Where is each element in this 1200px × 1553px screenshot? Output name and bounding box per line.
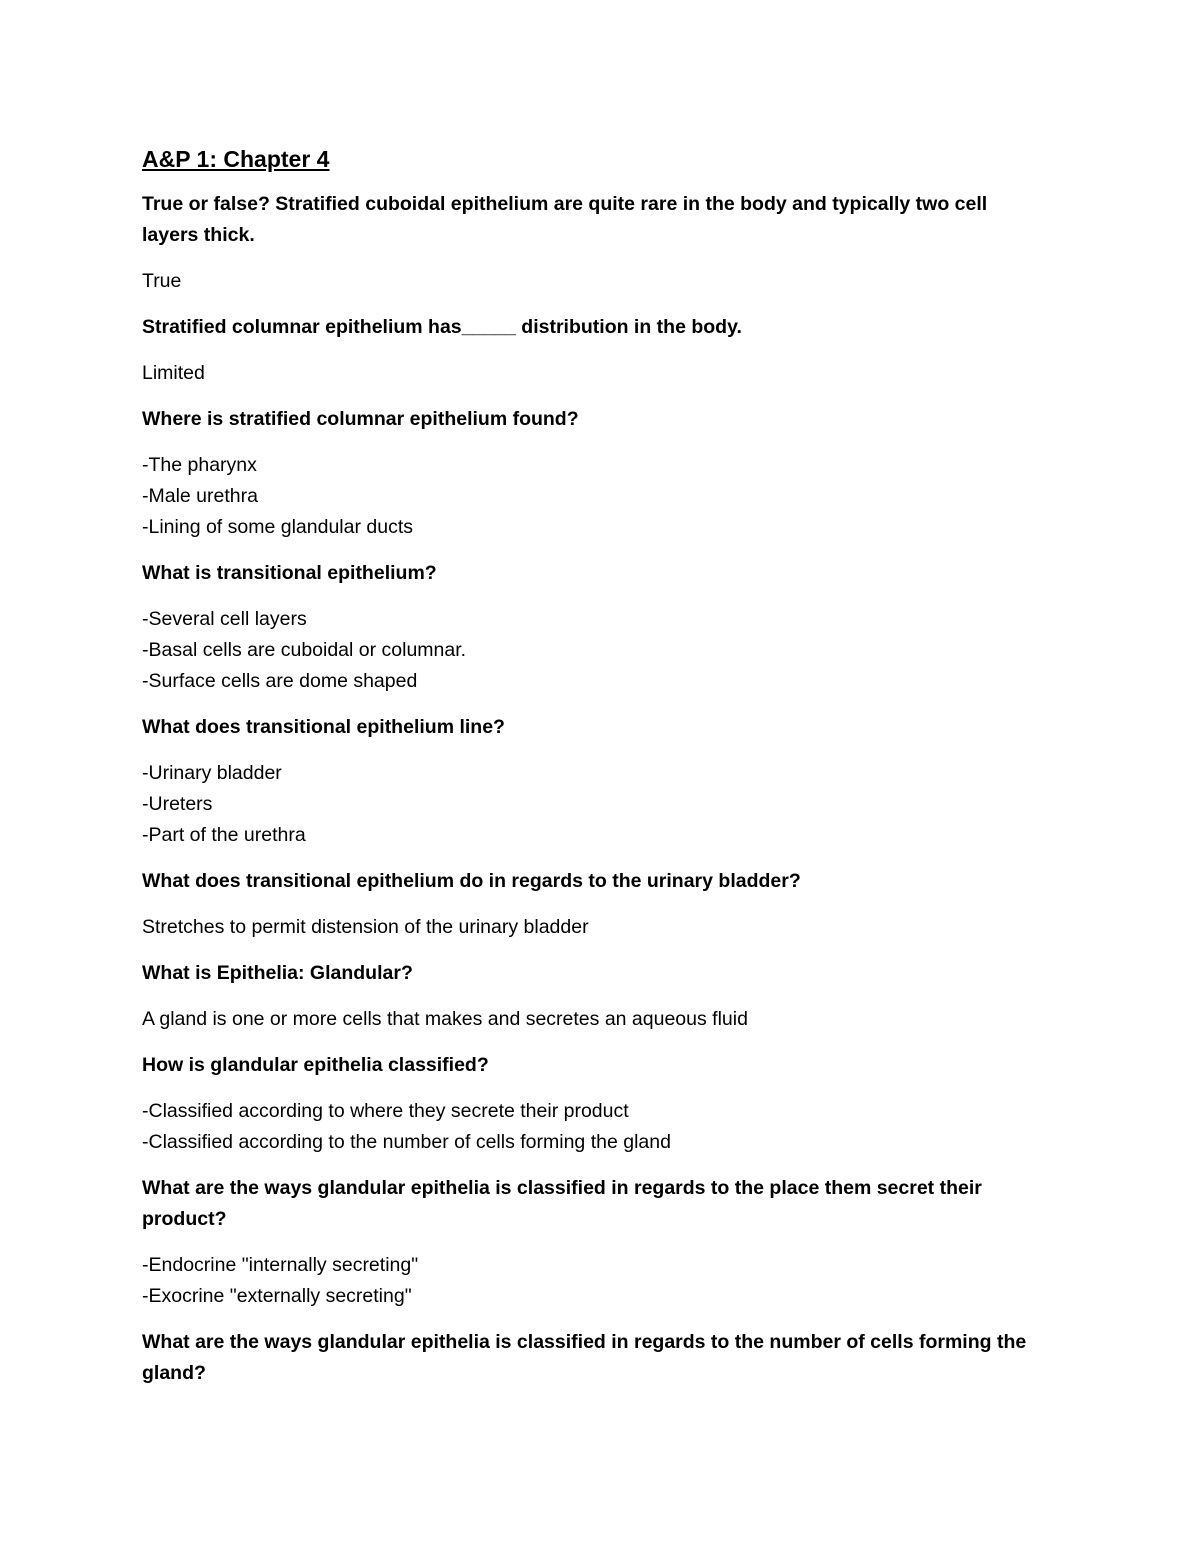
qa-block-10	[142, 1327, 1042, 1389]
qa-block-8	[142, 1050, 1042, 1158]
qa-block-2	[142, 312, 1042, 389]
answer-line: -Classified according to the number of cells forming the gland	[142, 1131, 671, 1153]
question: What is transitional epithelium?	[142, 562, 437, 584]
document-title: A&P 1: Chapter 4	[142, 146, 330, 172]
qa-block-1	[142, 189, 1042, 297]
answer-line: -Surface cells are dome shaped	[142, 670, 418, 692]
answer	[142, 358, 1042, 389]
answer-line: -Part of the urethra	[142, 824, 306, 846]
qa-block-6	[142, 866, 1042, 943]
answer-line: -Urinary bladder	[142, 762, 282, 784]
answer-line: Stretches to permit distension of the urinary bladder	[142, 916, 589, 938]
question: True or false? Stratified cuboidal epithelium are quite rare in the body and typically two cell layers thick.	[142, 193, 988, 246]
answer-line: -Basal cells are cuboidal or columnar.	[142, 639, 467, 661]
answer	[142, 450, 1042, 543]
answer	[142, 1004, 1042, 1035]
answer	[142, 758, 1042, 851]
answer-line: -Several cell layers	[142, 608, 307, 630]
answer	[142, 266, 1042, 297]
answer-line: -Endocrine "internally secreting"	[142, 1254, 419, 1276]
qa-block-4	[142, 558, 1042, 697]
answer-line: Limited	[142, 362, 205, 384]
question: What are the ways glandular epithelia is classified in regards to the number of cells forming the gland?	[142, 1331, 1027, 1384]
qa-block-9	[142, 1173, 1042, 1312]
qa-block-5	[142, 712, 1042, 851]
answer	[142, 604, 1042, 697]
question: Where is stratified columnar epithelium found?	[142, 408, 579, 430]
question: Stratified columnar epithelium has_____ distribution in the body.	[142, 316, 742, 338]
document-page	[142, 143, 1042, 1404]
answer-line: -Exocrine "externally secreting"	[142, 1285, 412, 1307]
qa-block-7	[142, 958, 1042, 1035]
answer	[142, 1096, 1042, 1158]
qa-block-3	[142, 404, 1042, 543]
answer-line: True	[142, 270, 182, 292]
question: What does transitional epithelium do in regards to the urinary bladder?	[142, 870, 801, 892]
answer-line: -Male urethra	[142, 485, 258, 507]
answer-line: A gland is one or more cells that makes and secretes an aqueous fluid	[142, 1008, 748, 1030]
answer	[142, 1250, 1042, 1312]
question: What is Epithelia: Glandular?	[142, 962, 413, 984]
question: How is glandular epithelia classified?	[142, 1054, 489, 1076]
answer	[142, 912, 1042, 943]
question: What are the ways glandular epithelia is classified in regards to the place them secret their product?	[142, 1177, 982, 1230]
answer-line: -Lining of some glandular ducts	[142, 516, 413, 538]
answer-line: -Ureters	[142, 793, 213, 815]
answer-line: -The pharynx	[142, 454, 257, 476]
question: What does transitional epithelium line?	[142, 716, 505, 738]
answer-line: -Classified according to where they secrete their product	[142, 1100, 629, 1122]
